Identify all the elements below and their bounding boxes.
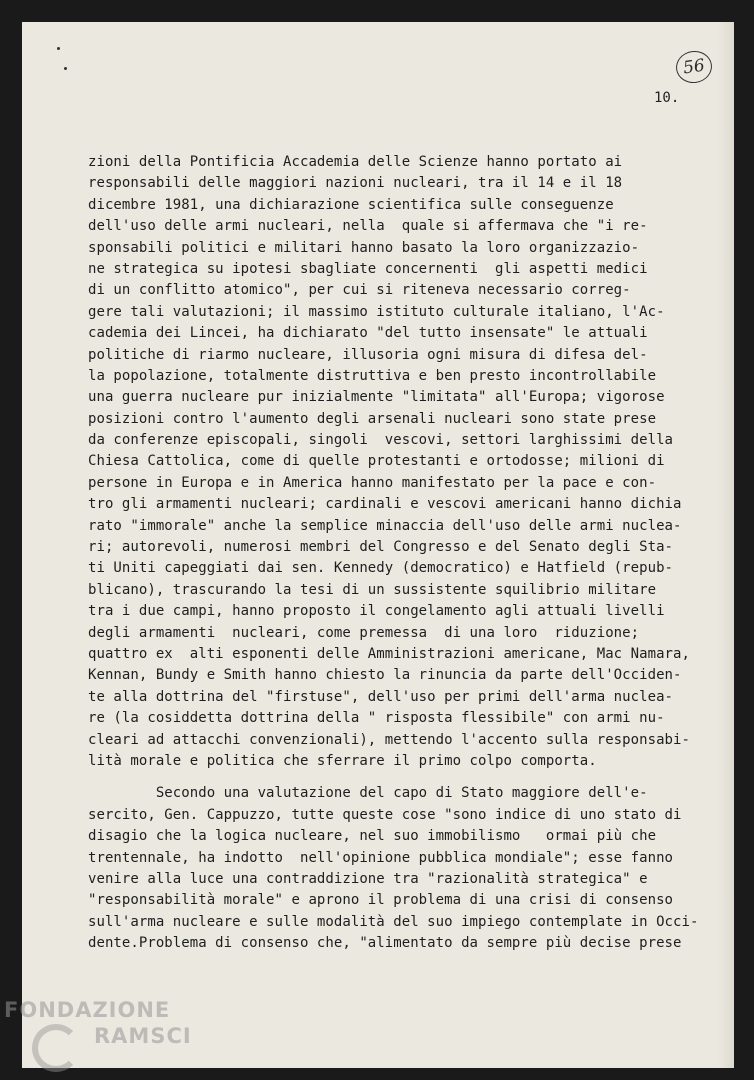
text-line: tro gli armamenti nucleari; cardinali e vescovi americani hanno dichia xyxy=(88,496,682,513)
watermark-line-2 xyxy=(4,1022,192,1062)
text-line: politiche di riarmo nucleare, illusoria ogni misura di difesa del- xyxy=(88,346,648,363)
text-line: Kennan, Bundy e Smith hanno chiesto la rinuncia da parte dell'Occiden- xyxy=(88,667,682,684)
text-line: persone in Europa e in America hanno manifestato per la pace e con- xyxy=(88,474,657,491)
text-line: dell'uso delle armi nucleari, nella quale si affermava che "i re- xyxy=(88,218,648,235)
text-line: di un conflitto atomico", per cui si riteneva necessario correg- xyxy=(88,282,631,299)
text-line: trentennale, ha indotto nell'opinione pubblica mondiale"; esse fanno xyxy=(88,849,674,866)
margin-mark xyxy=(64,67,67,70)
paragraph-1 xyxy=(88,152,708,772)
text-line: Secondo una valutazione del capo di Stato maggiore dell'e- xyxy=(88,785,648,802)
text-line: gere tali valutazioni; il massimo istituto culturale italiano, l'Ac- xyxy=(88,303,665,320)
fondazione-gramsci-watermark xyxy=(4,998,192,1062)
watermark-g-logo-icon xyxy=(32,1024,80,1072)
paragraph-2 xyxy=(88,783,708,954)
typewritten-body xyxy=(88,152,708,954)
archive-page-stamp: 56 xyxy=(674,49,714,86)
page-number: 10. xyxy=(654,90,680,106)
text-line: rato "immorale" anche la semplice minaccia dell'uso delle armi nuclea- xyxy=(88,517,682,534)
watermark-line-2-text: RAMSCI xyxy=(94,1024,192,1048)
page-edge-shadow xyxy=(718,22,734,1068)
text-line: ne strategica su ipotesi sbagliate concernenti gli aspetti medici xyxy=(88,260,648,277)
text-line: te alla dottrina del "firstuse", dell'uso per primi dell'arma nuclea- xyxy=(88,688,674,705)
text-line: venire alla luce una contraddizione tra "razionalità strategica" e xyxy=(88,870,648,887)
text-line: responsabili delle maggiori nazioni nucleari, tra il 14 e il 18 xyxy=(88,175,623,192)
paragraph-gap xyxy=(88,772,708,783)
text-line: cademia dei Lincei, ha dichiarato "del tutto insensate" le attuali xyxy=(88,325,648,342)
text-line: blicano), trascurando la tesi di un sussistente squilibrio militare xyxy=(88,581,657,598)
document-page xyxy=(22,22,734,1068)
text-line: ri; autorevoli, numerosi membri del Congresso e del Senato degli Sta- xyxy=(88,539,674,556)
text-line: cleari ad attacchi convenzionali), mettendo l'accento sulla responsabi- xyxy=(88,731,690,748)
text-line: sercito, Gen. Cappuzzo, tutte queste cose "sono indice di uno stato di xyxy=(88,806,682,823)
margin-mark xyxy=(57,47,60,50)
text-line: zioni della Pontificia Accademia delle Scienze hanno portato ai xyxy=(88,154,623,170)
text-line: posizioni contro l'aumento degli arsenali nucleari sono state prese xyxy=(88,410,657,427)
text-line: dicembre 1981, una dichiarazione scientifica sulle conseguenze xyxy=(88,196,614,213)
text-line: re (la cosiddetta dottrina della " risposta flessibile" con armi nu- xyxy=(88,710,665,727)
text-line: la popolazione, totalmente distruttiva e ben presto incontrollabile xyxy=(88,367,657,384)
text-line: lità morale e politica che sferrare il primo colpo comporta. xyxy=(88,752,597,769)
text-line: degli armamenti nucleari, come premessa di una loro riduzione; xyxy=(88,624,640,641)
text-line: sull'arma nucleare e sulle modalità del suo impiego contemplate in Occi- xyxy=(88,913,699,930)
text-line: Chiesa Cattolica, come di quelle protestanti e ortodosse; milioni di xyxy=(88,453,665,470)
text-line: quattro ex alti esponenti delle Amministrazioni americane, Mac Namara, xyxy=(88,645,690,662)
text-line: ti Uniti capeggiati dai sen. Kennedy (democratico) e Hatfield (repub- xyxy=(88,560,674,577)
text-line: tra i due campi, hanno proposto il congelamento agli attuali livelli xyxy=(88,603,665,620)
text-line: dente.Problema di consenso che, "alimentato da sempre più decise prese xyxy=(88,935,682,952)
text-line: "responsabilità morale" e aprono il problema di una crisi di consenso xyxy=(88,892,674,909)
text-line: da conferenze episcopali, singoli vescovi, settori larghissimi della xyxy=(88,432,674,449)
watermark-line-1: FONDAZIONE xyxy=(4,998,171,1022)
text-line: disagio che la logica nucleare, nel suo immobilismo ormai più che xyxy=(88,828,657,845)
text-line: sponsabili politici e militari hanno basato la loro organizzazio- xyxy=(88,239,640,256)
text-line: una guerra nucleare pur inizialmente "limitata" all'Europa; vigorose xyxy=(88,389,665,406)
